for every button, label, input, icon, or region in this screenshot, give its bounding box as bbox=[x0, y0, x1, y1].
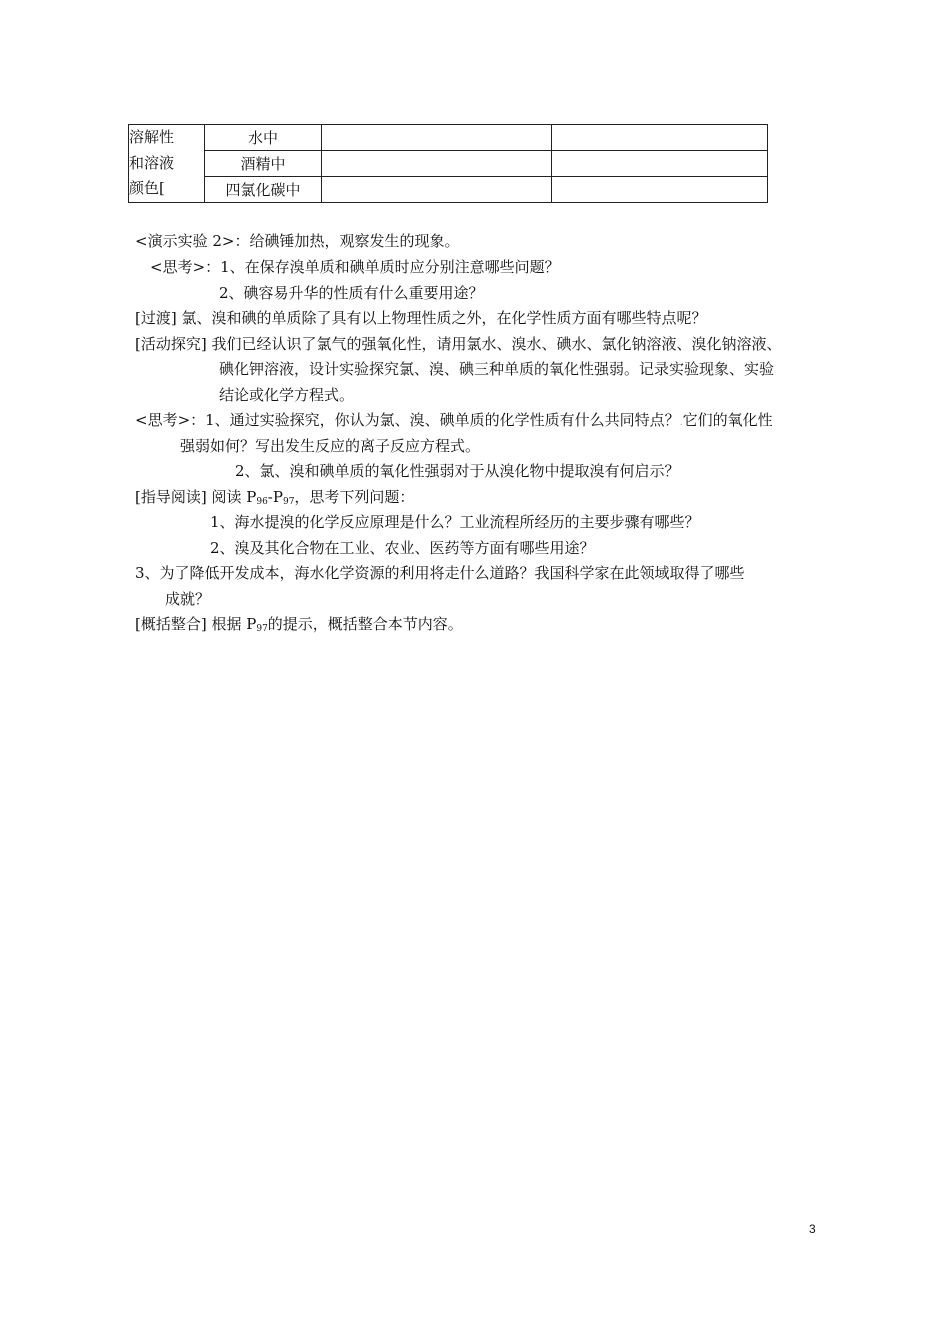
row-header-line-2: 和溶液 bbox=[129, 153, 175, 172]
summary-a: [概括整合] 根据 P bbox=[135, 615, 257, 633]
guided-reading-line bbox=[135, 486, 414, 507]
solubility-table bbox=[128, 124, 768, 203]
page-sub-96: 96 bbox=[256, 497, 268, 507]
row-header-line-1: 溶解性 bbox=[129, 128, 175, 146]
page-number: 3 bbox=[809, 1222, 816, 1236]
think-line-1: <思考>：1、在保存溴单质和碘单质时应分别注意哪些问题？ bbox=[150, 258, 560, 276]
think2-line-2: 强弱如何？写出发生反应的离子反应方程式。 bbox=[180, 437, 481, 455]
transition-line: [过渡] 氯、溴和碘的单质除了具有以上物理性质之外，在化学性质方面有哪些特点呢？ bbox=[135, 309, 707, 327]
mark-dot: . bbox=[679, 418, 683, 428]
empty-cell bbox=[322, 125, 552, 151]
summary-line bbox=[135, 613, 463, 634]
activity-line-1: [活动探究] 我们已经认识了氯气的强氧化性，请用氯水、溴水、碘水、氯化钠溶液、溴化钠溶液、 bbox=[135, 335, 782, 353]
demo-experiment-line: <演示实验 2>：给碘锤加热，观察发生的现象。 bbox=[135, 232, 460, 250]
question-1: 1、海水提溴的化学反应原理是什么？工业流程所经历的主要步骤有哪些？ bbox=[210, 513, 700, 531]
question-3-line-2: 成就？ bbox=[165, 590, 211, 608]
summary-c: 的提示，概括整合本节内容。 bbox=[267, 615, 463, 633]
empty-cell bbox=[322, 151, 552, 177]
solvent-ccl4: 四氯化碳中 bbox=[205, 177, 322, 203]
question-2: 2、溴及其化合物在工业、农业、医药等方面有哪些用途？ bbox=[210, 539, 595, 557]
question-3-line-1: 3、为了降低开发成本，海水化学资源的利用将走什么道路？我国科学家在此领域取得了哪些 bbox=[135, 564, 745, 582]
think2-line-3: 2、氯、溴和碘单质的氧化性强弱对于从溴化物中提取溴有何启示？ bbox=[235, 462, 680, 480]
solvent-water: 水中 bbox=[205, 125, 322, 151]
guided-reading-c: -P bbox=[267, 488, 283, 506]
page-sub-97: 97 bbox=[282, 497, 295, 507]
think2-line-1b: 它们的氧化性 bbox=[682, 411, 773, 429]
guided-reading-e: ，思考下列问题： bbox=[294, 488, 415, 506]
guided-reading-a: [指导阅读] 阅读 P bbox=[135, 488, 257, 506]
empty-cell bbox=[552, 177, 768, 203]
solvent-alcohol: 酒精中 bbox=[205, 151, 322, 177]
activity-line-2: 碘化钾溶液，设计实验探究氯、溴、碘三种单质的氧化性强弱。记录实验现象、实验 bbox=[219, 360, 775, 378]
empty-cell bbox=[552, 151, 768, 177]
row-header-line-3: 颜色[ bbox=[129, 179, 165, 197]
page-sub-97b: 97 bbox=[256, 624, 268, 634]
empty-cell bbox=[322, 177, 552, 203]
activity-line-3: 结论或化学方程式。 bbox=[219, 386, 355, 404]
think2-line-1 bbox=[135, 409, 773, 430]
think-line-2: 2、碘容易升华的性质有什么重要用途？ bbox=[219, 284, 484, 302]
row-header-cell bbox=[129, 125, 205, 203]
think2-line-1a: <思考>：1、通过实验探究，你认为氯、溴、碘单质的化学性质有什么共同特点？ bbox=[135, 411, 680, 429]
empty-cell bbox=[552, 125, 768, 151]
